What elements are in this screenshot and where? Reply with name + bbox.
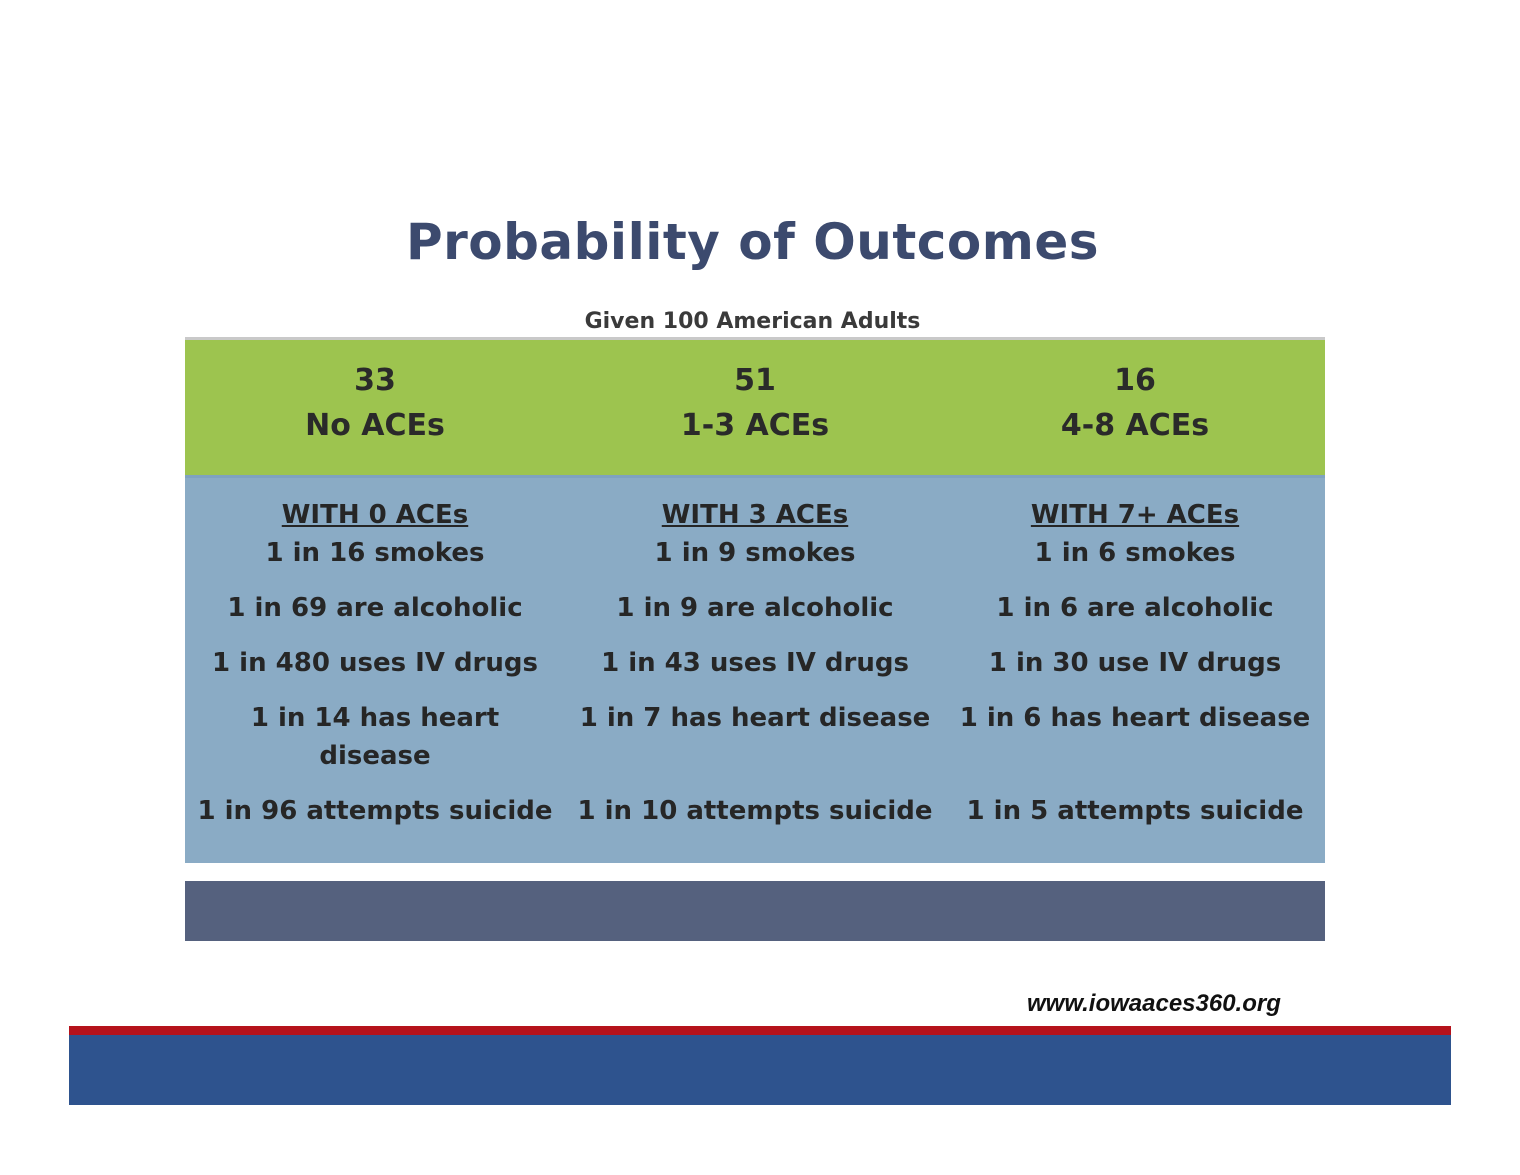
- divider-stripe: [185, 863, 1325, 881]
- alcoholic-stat: 1 in 9 are alcoholic: [616, 593, 894, 623]
- iv-drugs-stat: 1 in 30 use IV drugs: [988, 648, 1282, 678]
- heart-disease-stat: 1 in 7 has heart disease: [579, 703, 931, 733]
- outcomes-column-3-aces: [565, 496, 945, 830]
- footer-band: [69, 1035, 1451, 1105]
- alcoholic-stat: 1 in 6 are alcoholic: [996, 593, 1274, 623]
- smokes-stat: 1 in 6 smokes: [1034, 538, 1236, 568]
- group-count: 51: [734, 363, 776, 398]
- group-label: 1-3 ACEs: [680, 408, 830, 443]
- group-count: 33: [354, 363, 396, 398]
- footer-red-rule: [69, 1026, 1451, 1035]
- column-heading: WITH 7+ ACEs: [1030, 500, 1240, 530]
- outcomes-column-0-aces: [185, 496, 565, 830]
- group-4-8-aces: [945, 358, 1325, 448]
- probability-table-image: [185, 185, 1325, 941]
- group-no-aces: [185, 358, 565, 448]
- heart-disease-stat-cont: disease: [319, 741, 431, 771]
- bottom-band: [185, 881, 1325, 941]
- group-label: 4-8 ACEs: [1060, 408, 1210, 443]
- source-url: www.iowaaces360.org: [1027, 990, 1281, 1017]
- smokes-stat: 1 in 16 smokes: [265, 538, 485, 568]
- heart-disease-stat-cont: [565, 737, 945, 775]
- heart-disease-stat: 1 in 14 has heart: [250, 703, 500, 733]
- table-title: Probability of Outcomes: [405, 213, 1100, 271]
- column-heading: WITH 3 ACEs: [661, 500, 849, 530]
- suicide-stat: 1 in 96 attempts suicide: [197, 796, 553, 826]
- group-label: No ACEs: [305, 408, 445, 443]
- group-1-3-aces: [565, 358, 945, 448]
- group-count: 16: [1114, 363, 1156, 398]
- group-header-band: [185, 337, 1325, 475]
- outcomes-band: [185, 475, 1325, 863]
- table-subtitle: Given 100 American Adults: [584, 309, 921, 334]
- iv-drugs-stat: 1 in 480 uses IV drugs: [212, 648, 538, 678]
- outcomes-column-7-aces: [945, 496, 1325, 830]
- smokes-stat: 1 in 9 smokes: [654, 538, 856, 568]
- column-heading: WITH 0 ACEs: [281, 500, 469, 530]
- suicide-stat: 1 in 5 attempts suicide: [966, 796, 1304, 826]
- heart-disease-stat-cont: [945, 737, 1325, 775]
- alcoholic-stat: 1 in 69 are alcoholic: [227, 593, 523, 623]
- iv-drugs-stat: 1 in 43 uses IV drugs: [601, 648, 909, 678]
- heart-disease-stat: 1 in 6 has heart disease: [959, 703, 1311, 733]
- suicide-stat: 1 in 10 attempts suicide: [577, 796, 933, 826]
